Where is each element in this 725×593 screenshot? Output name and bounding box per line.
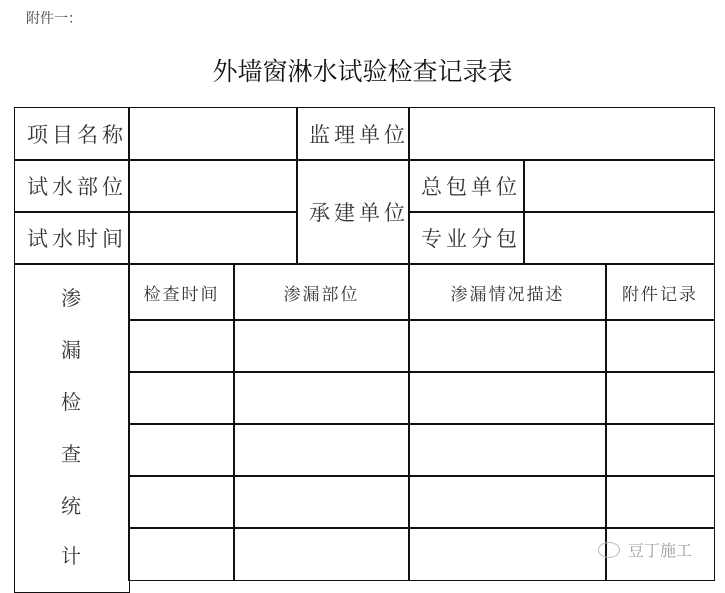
test-area-field[interactable] [128, 159, 298, 213]
watermark-text: 豆丁施工 [628, 541, 693, 560]
table-cell[interactable] [408, 423, 607, 477]
table-cell[interactable] [408, 371, 607, 425]
table-cell[interactable] [408, 319, 607, 373]
table-cell[interactable] [233, 527, 410, 581]
header-check-time: 检查时间 [128, 263, 235, 321]
table-cell[interactable] [233, 319, 410, 373]
attachment-label: 附件一： [26, 11, 82, 27]
side-char: 查 [61, 442, 81, 466]
table-cell[interactable] [408, 475, 607, 529]
general-contractor-field[interactable] [523, 159, 715, 213]
general-contractor-label: 总包单位 [408, 159, 525, 213]
table-cell[interactable] [128, 475, 235, 529]
page-title: 外墙窗淋水试验检查记录表 [212, 57, 513, 86]
subcontractor-label: 专业分包 [408, 211, 525, 265]
table-cell[interactable] [408, 527, 607, 581]
table-cell[interactable] [605, 475, 715, 529]
header-leak-location: 渗漏部位 [233, 263, 410, 321]
table-cell[interactable] [605, 423, 715, 477]
table-cell[interactable] [128, 319, 235, 373]
side-char: 检 [61, 390, 81, 414]
side-char: 计 [61, 544, 81, 568]
supervisor-label: 监理单位 [296, 107, 410, 161]
contractor-label: 承建单位 [296, 159, 410, 265]
side-char: 漏 [61, 338, 81, 362]
table-cell[interactable] [128, 371, 235, 425]
supervisor-field[interactable] [408, 107, 715, 161]
table-cell[interactable] [605, 371, 715, 425]
watermark [598, 538, 692, 561]
table-cell[interactable] [128, 527, 235, 581]
header-attachment: 附件记录 [605, 263, 715, 321]
table-cell[interactable] [233, 423, 410, 477]
side-char: 渗 [61, 286, 81, 310]
test-area-label: 试水部位 [14, 159, 130, 213]
table-cell[interactable] [233, 475, 410, 529]
table-cell[interactable] [128, 423, 235, 477]
project-name-field[interactable] [128, 107, 298, 161]
side-char: 统 [61, 494, 81, 518]
test-time-field[interactable] [128, 211, 298, 265]
subcontractor-field[interactable] [523, 211, 715, 265]
project-name-label: 项目名称 [14, 107, 130, 161]
table-cell[interactable] [605, 319, 715, 373]
test-time-label: 试水时间 [14, 211, 130, 265]
wechat-icon [598, 542, 620, 558]
header-leak-description: 渗漏情况描述 [408, 263, 607, 321]
table-cell[interactable] [233, 371, 410, 425]
